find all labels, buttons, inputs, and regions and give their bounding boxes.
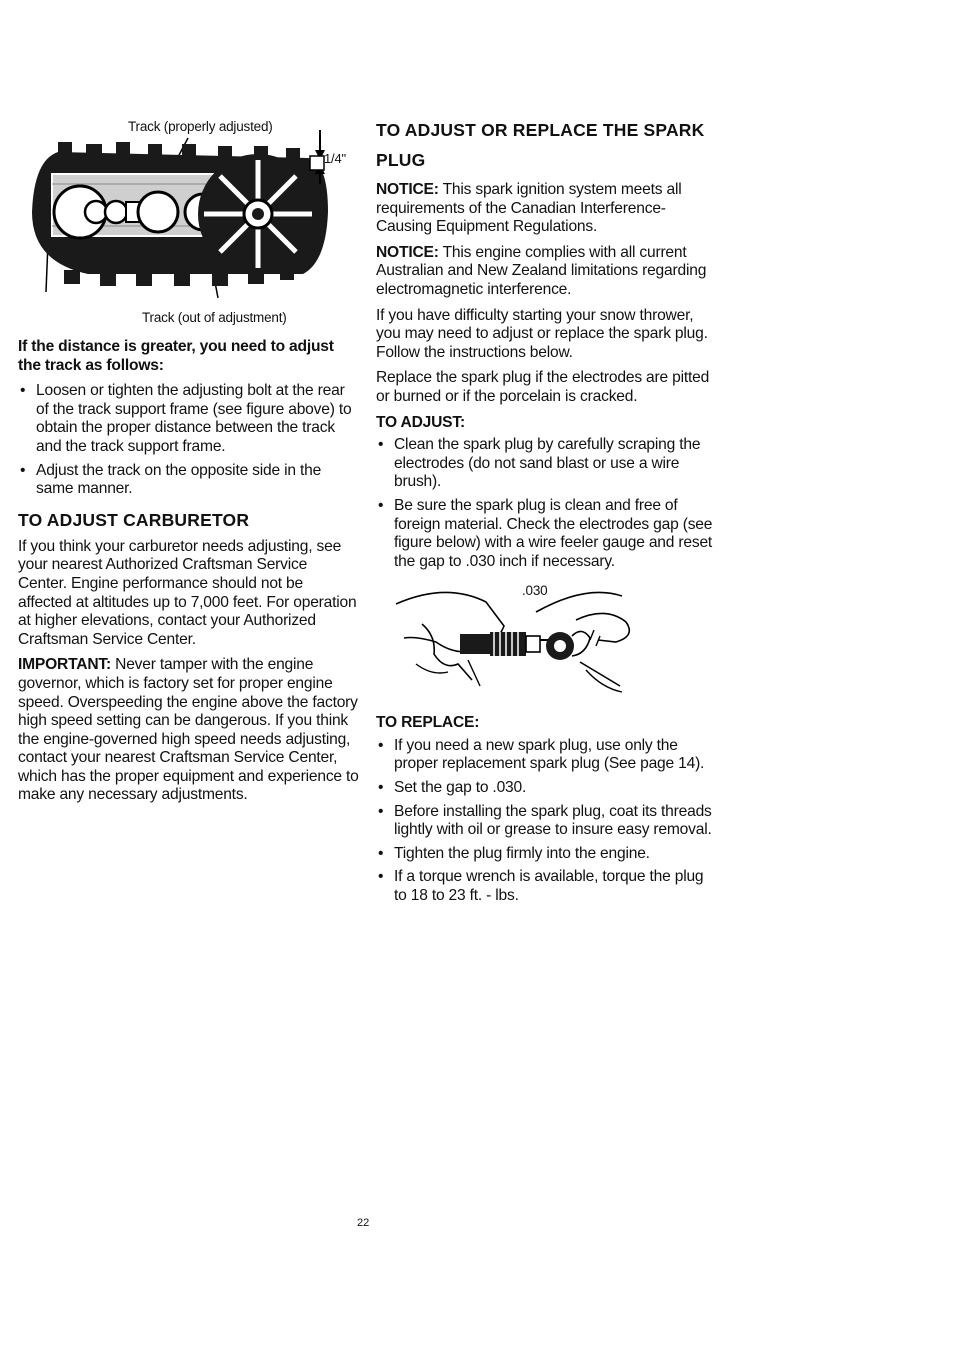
list-item: • Adjust the track on the opposite side in the same manner. [18, 462, 360, 499]
page-number: 22 [357, 1217, 370, 1229]
notice-canadian [376, 181, 714, 237]
list-item: • Set the gap to .030. [376, 779, 714, 798]
difficulty-paragraph: If you have difficulty starting your snow thrower, you may need to adjust or replace the spark plug. Follow the instructions below. [376, 306, 708, 361]
track-adjust-lead: If the distance is greater, you need to adjust the track as follows: [18, 338, 334, 374]
gap-dimension-label: .030 [522, 583, 548, 599]
carburetor-paragraph: If you think your carburetor needs adjusting, see your nearest Authorized Craftsman Service Center. Engine performance should not be affected at altitudes up to 7,000 feet. For operation at higher elevations, contact your Authorized Craftsman Service Center. [18, 537, 357, 648]
notice-australian [376, 244, 714, 300]
spark-plug-heading: TO ADJUST OR REPLACE THE SPARK PLUG [376, 120, 705, 170]
right-column [376, 115, 714, 911]
important-paragraph [18, 656, 360, 805]
important-label: IMPORTANT: [18, 656, 111, 674]
track-illustration [18, 112, 360, 330]
notice-label: NOTICE: [376, 181, 439, 198]
to-adjust-heading: TO ADJUST: [376, 413, 465, 431]
list-item: • Loosen or tighten the adjusting bolt at the rear of the track support frame (see figure above) to obtain the proper distance between the track and the track support frame. [18, 382, 360, 456]
list-item: • Tighten the plug firmly into the engine. [376, 845, 714, 864]
replace-list [376, 737, 714, 906]
track-dimension-label: 1/4" [324, 151, 346, 166]
track-adjust-list [18, 382, 360, 499]
replace-condition-paragraph: Replace the spark plug if the electrodes are pitted or burned or if the porcelain is cracked. [376, 369, 710, 405]
notice-label: NOTICE: [376, 243, 439, 261]
list-item: • Before installing the spark plug, coat its threads lightly with oil or grease to insure easy removal. [376, 803, 714, 840]
list-item: • Be sure the spark plug is clean and free of foreign material. Check the electrodes gap (see figure below) with a wire feeler gauge and reset the gap to .030 inch if necessary. [376, 497, 714, 571]
notice-text: This engine complies with all current Australian and New Zealand limitations regarding electromagnetic interference. [376, 243, 707, 298]
track-caption-properly-adjusted: Track (properly adjusted) [128, 119, 273, 134]
spark-plug-gap-figure [376, 576, 714, 708]
carburetor-heading: TO ADJUST CARBURETOR [18, 509, 250, 530]
left-column [18, 112, 360, 812]
track-caption-out-of-adjustment: Track (out of adjustment) [142, 310, 287, 325]
track-figure [18, 112, 360, 330]
list-item: • Clean the spark plug by carefully scraping the electrodes (do not sand blast or use a wire brush). [376, 436, 714, 492]
list-item: • If you need a new spark plug, use only the proper replacement spark plug (See page 14). [376, 737, 714, 774]
list-item: • If a torque wrench is available, torque the plug to 18 to 23 ft. - lbs. [376, 868, 714, 905]
to-replace-heading: TO REPLACE: [376, 714, 480, 732]
notice-text: This spark ignition system meets all requirements of the Canadian Interference-Causing Equipment Regulations. [376, 181, 682, 236]
important-text: Never tamper with the engine governor, which is factory set for proper engine speed. Overspeeding the engine above the factory high speed setting can be dangerous. If you think the engine-governed high speed needs adjusting, contact your nearest Craftsman Service Center, which has the proper equipment and experience to make any necessary adjustments. [18, 656, 359, 804]
adjust-list [376, 436, 714, 571]
